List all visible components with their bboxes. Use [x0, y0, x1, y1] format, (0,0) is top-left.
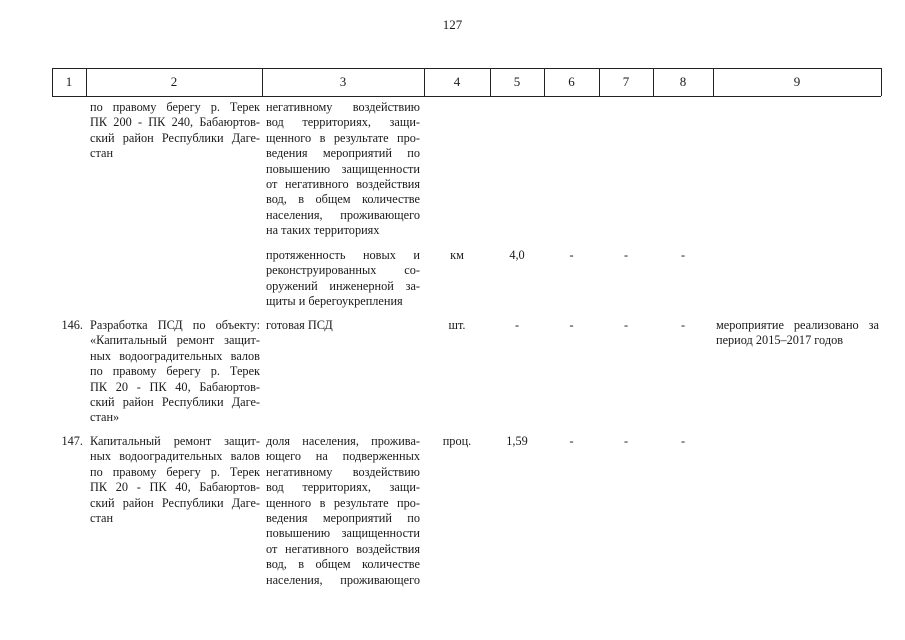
text-line: по правому берегу р. Терек	[90, 364, 260, 379]
text-line: доля населения, прожива-	[266, 434, 420, 448]
measure-name	[90, 318, 260, 426]
indicator-name	[266, 248, 420, 310]
text-line: от негативного воздействия	[266, 177, 420, 192]
text-line: по правому берегу р. Терек	[90, 464, 260, 479]
value-col8: -	[680, 318, 686, 332]
column-header-4: 4	[453, 74, 461, 89]
measure-name	[90, 100, 260, 162]
text-line: повышению защищенности	[266, 526, 420, 541]
text-line: негативному воздействию	[266, 100, 420, 114]
value-col8: -	[680, 434, 686, 448]
text-line: ский район Республики Даге-	[90, 495, 260, 510]
value-col6: -	[569, 434, 574, 448]
column-header-5: 5	[513, 74, 521, 89]
unit: проц.	[442, 434, 472, 448]
text-line: негативному воздействию	[266, 464, 420, 479]
value-col6: -	[569, 248, 574, 262]
value-col5: 4,0	[509, 248, 525, 262]
row-number: 146.	[61, 318, 83, 332]
text-line: оружений инженерной за-	[266, 278, 420, 293]
text-line: ющего на подверженных	[266, 449, 420, 464]
text-line: вод, в общем количестве	[266, 557, 420, 572]
text-line: Капитальный ремонт защит-	[90, 434, 260, 448]
text-line: реконструированных со-	[266, 263, 420, 278]
indicator-name	[266, 100, 420, 239]
value-col6: -	[569, 318, 574, 332]
column-header-1: 1	[65, 74, 73, 89]
value-col7: -	[623, 248, 629, 262]
text-line: ский район Республики Даге-	[90, 395, 260, 410]
text-line: повышению защищенности	[266, 161, 420, 176]
text-line: на таких территориях	[266, 223, 380, 238]
row-number: 147.	[61, 434, 83, 448]
column-header-3: 3	[339, 74, 347, 89]
text-line: стан	[90, 146, 114, 161]
value-col5: -	[514, 318, 520, 332]
unit: шт.	[448, 318, 466, 332]
measure-name	[90, 434, 260, 526]
text-line: ПК 20 - ПК 40, Бабаюртов-	[90, 379, 260, 394]
note	[716, 318, 879, 349]
text-line: щенного в результате про-	[266, 495, 420, 510]
value-col7: -	[623, 434, 629, 448]
column-header-7: 7	[622, 74, 630, 89]
text-line: щенного в результате про-	[266, 130, 420, 145]
text-line: по правому берегу р. Терек	[90, 100, 260, 114]
text-line: стан»	[90, 410, 120, 425]
text-line: населения, проживающего	[266, 572, 420, 587]
text-line: ский район Республики Даге-	[90, 130, 260, 145]
unit: км	[450, 248, 464, 262]
text-line: ведения мероприятий по	[266, 511, 420, 526]
text-line: щиты и берегоукрепления	[266, 294, 403, 309]
text-line: вод территориях, защи-	[266, 115, 420, 130]
text-line: мероприятие реализовано за	[716, 318, 879, 332]
header-bottom-rule	[52, 96, 881, 97]
value-col7: -	[623, 318, 629, 332]
text-line: вод территориях, защи-	[266, 480, 420, 495]
text-line: от негативного воздействия	[266, 541, 420, 556]
text-line: ПК 20 - ПК 40, Бабаюртов-	[90, 480, 260, 495]
text-line: ведения мероприятий по	[266, 146, 420, 161]
text-line: ных водооградительных валов	[90, 348, 260, 363]
text-line: Разработка ПСД по объекту:	[90, 318, 260, 332]
indicator-name	[266, 434, 420, 588]
text-line: «Капитальный ремонт защит-	[90, 333, 260, 348]
text-line: протяженность новых и	[266, 248, 420, 262]
column-header-6: 6	[568, 74, 575, 89]
page-number: 127	[442, 17, 463, 32]
text-line: ных водооградительных валов	[90, 449, 260, 464]
column-header-2: 2	[170, 74, 178, 89]
column-header-8: 8	[679, 74, 687, 89]
text-line: вод, в общем количестве	[266, 192, 420, 207]
text-line: населения, проживающего	[266, 207, 420, 222]
value-col8: -	[680, 248, 686, 262]
value-col5: 1,59	[506, 434, 528, 448]
column-divider	[881, 68, 882, 96]
text-line: ПК 200 - ПК 240, Бабаюртов-	[90, 115, 260, 130]
column-header-9: 9	[793, 74, 801, 89]
text-line: период 2015–2017 годов	[716, 333, 844, 348]
indicator-name: готовая ПСД	[266, 318, 333, 332]
text-line: стан	[90, 511, 114, 526]
